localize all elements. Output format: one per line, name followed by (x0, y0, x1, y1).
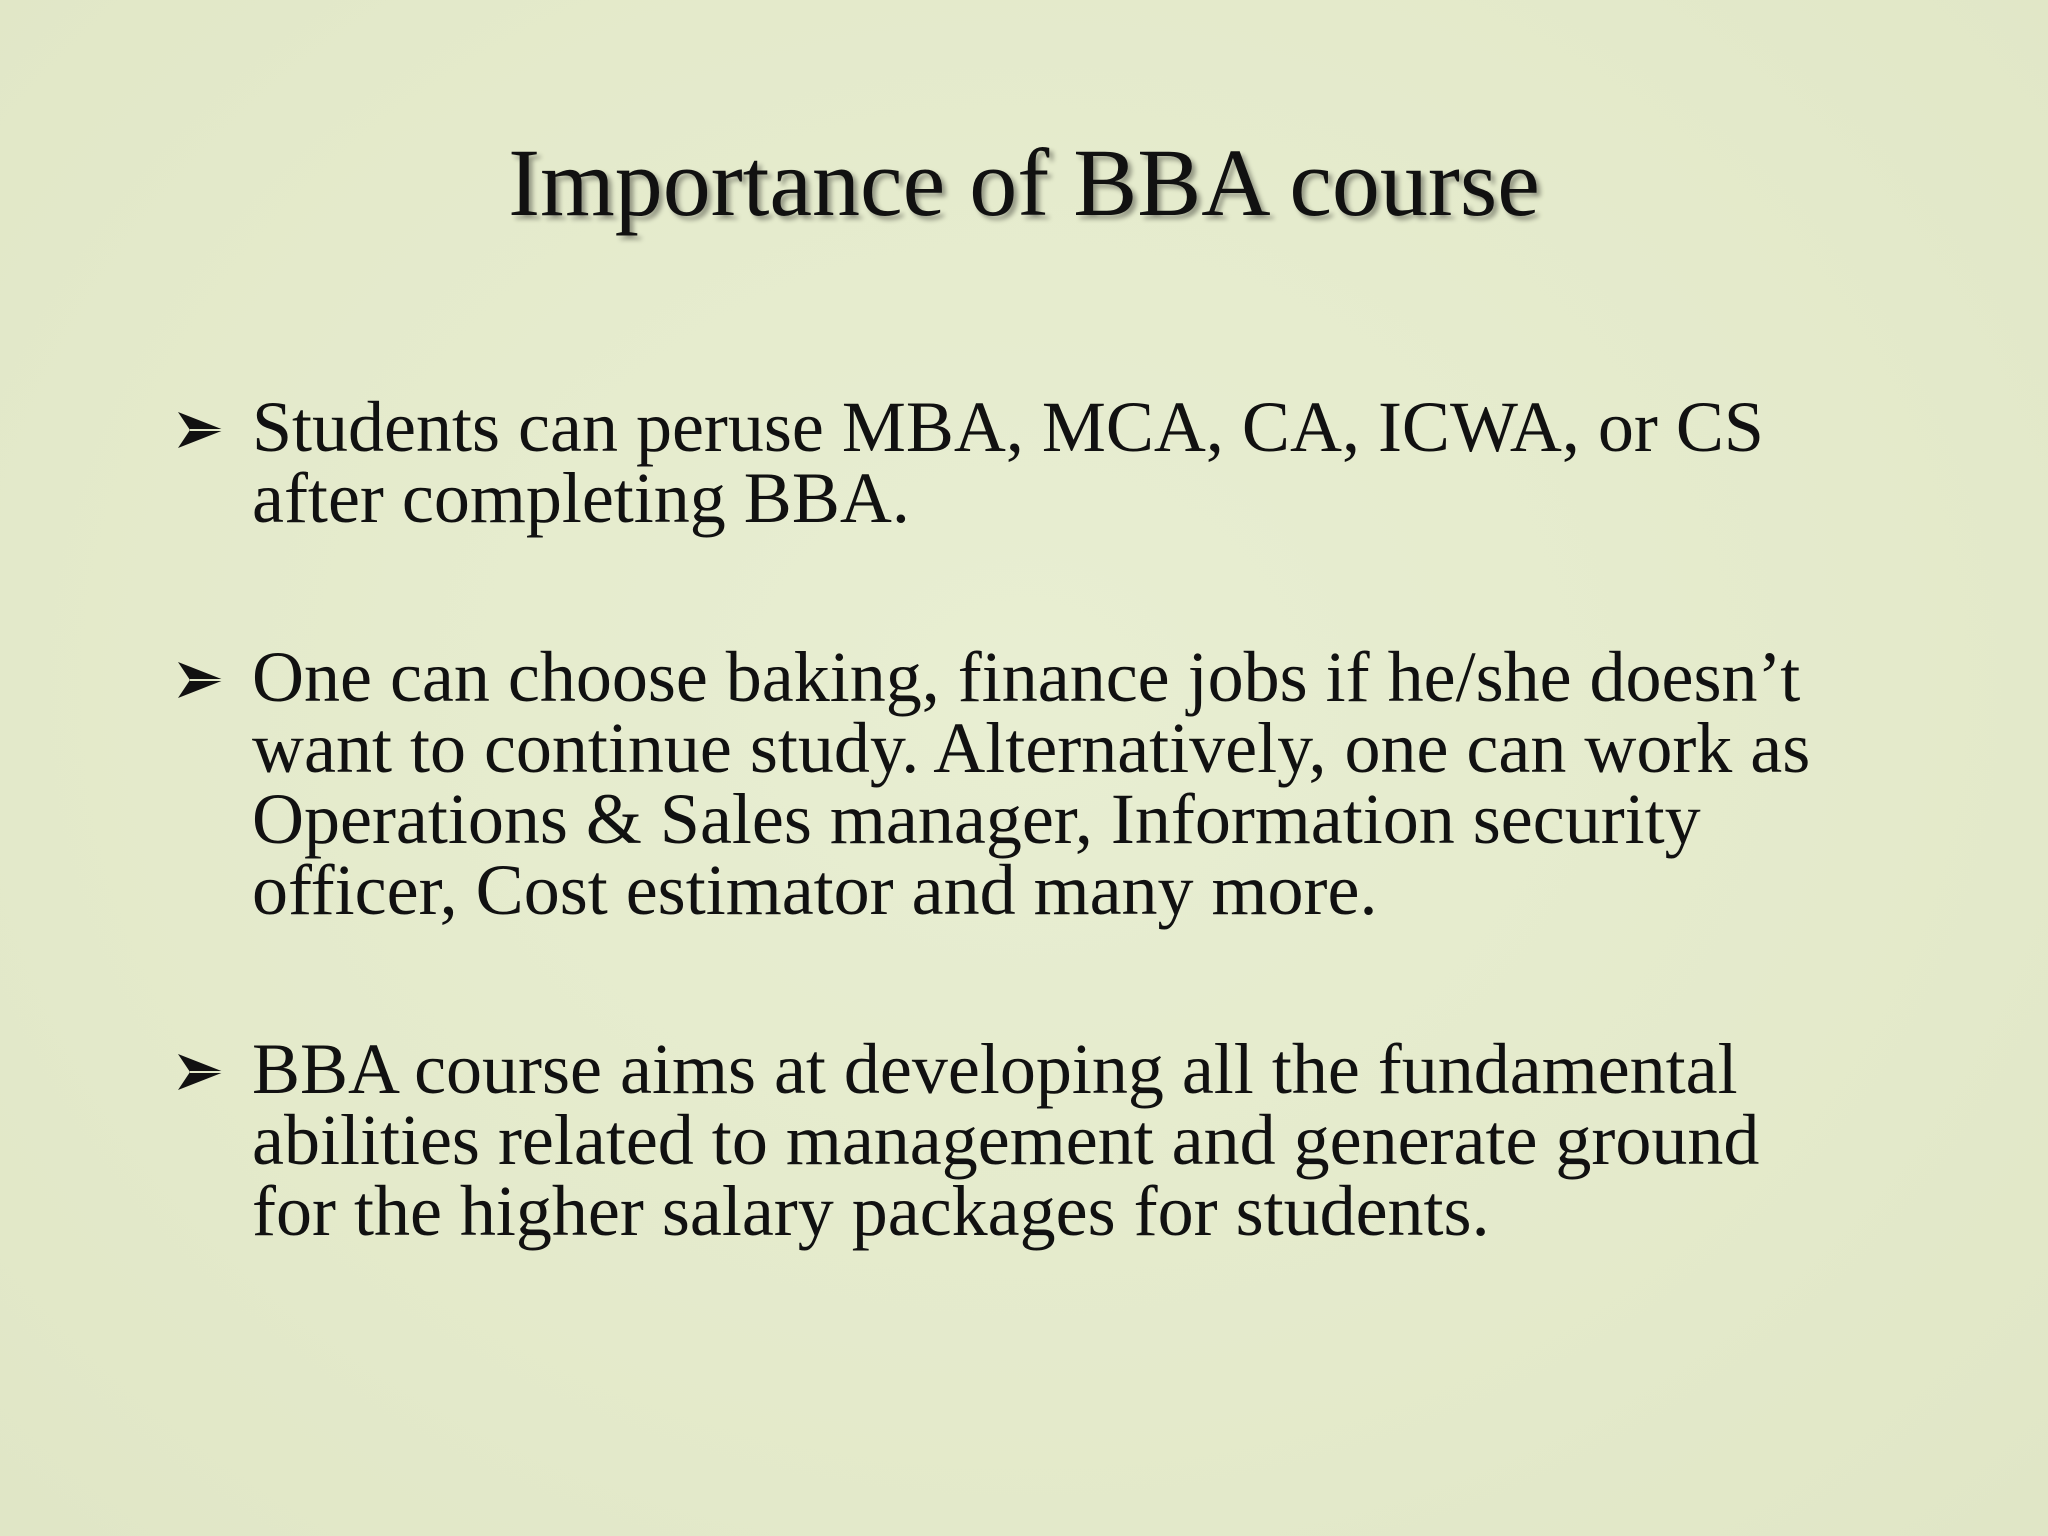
bullet-line: after completing BBA. (252, 458, 910, 538)
arrow-bullet-icon (176, 1050, 226, 1094)
bullet-line: for the higher salary packages for students. (252, 1171, 1490, 1251)
bullet-line: officer, Cost estimator and many more. (252, 850, 1378, 930)
bullet-item (176, 1029, 1876, 1251)
bullet-line: BBA course aims at developing all the fundamental (252, 1029, 1738, 1109)
slide-title: Importance of BBA course (508, 129, 1540, 236)
arrow-bullet-icon (176, 658, 226, 702)
bullet-line: One can choose baking, finance jobs if he/she doesn’t (252, 637, 1801, 717)
arrow-bullet-icon (176, 408, 226, 452)
bullet-item (176, 637, 1876, 930)
bullet-line: abilities related to management and generate ground (252, 1100, 1760, 1180)
bullet-list (176, 387, 1876, 1251)
bullet-line: want to continue study. Alternatively, one can work as (252, 708, 1811, 788)
bullet-item (176, 387, 1876, 538)
bullet-line: Operations & Sales manager, Information security (252, 779, 1701, 859)
bullet-line: Students can peruse MBA, MCA, CA, ICWA, or CS (252, 387, 1764, 467)
